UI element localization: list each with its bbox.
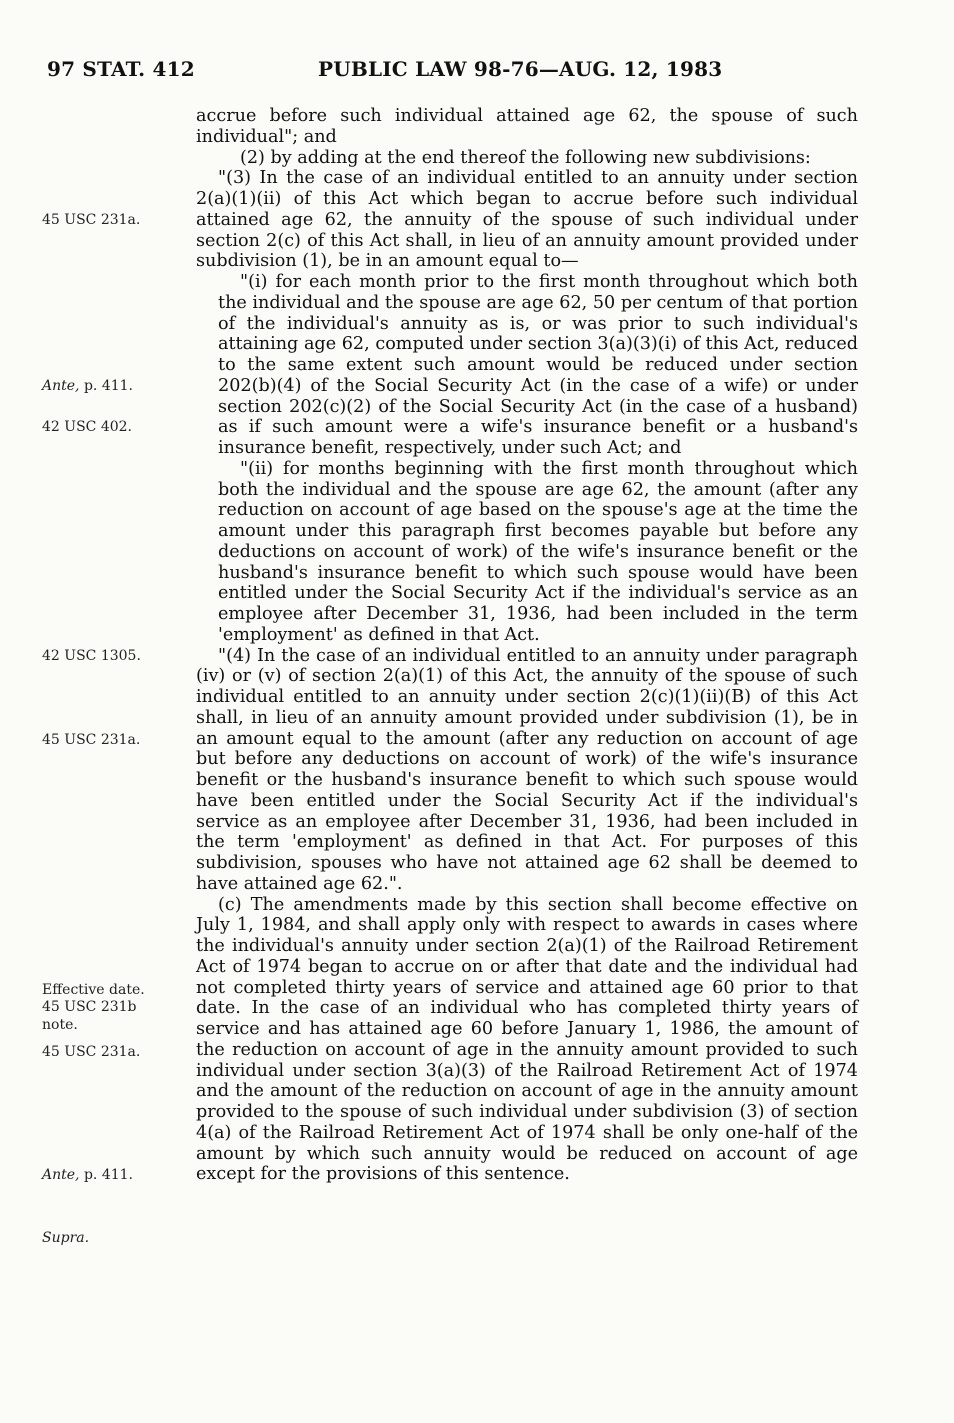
margin-note: 45 USC 231a.	[42, 1044, 141, 1060]
body-text	[196, 106, 858, 1185]
margin-note: 45 USC 231b note.	[42, 999, 137, 1033]
margin-note: Supra.	[42, 1230, 90, 1246]
paragraph: "(i) for each month prior to the first month throughout which both the individual and the spouse are age 62, 50 per centum of that portion of the individual's annuity as is, or was prior to such individual's attaining age 62, computed under section 3(a)(3)(i) of this Act, reduced to the same extent such amount would be reduced under section 202(b)(4) of the Social Security Act (in the case of a wife) or under section 202(c)(2) of the Social Security Act (in the case of a husband) as if such amount were a wife's insurance benefit or a husband's insurance benefit, respectively, under such Act; and	[218, 272, 858, 458]
margin-note: 42 USC 1305.	[42, 648, 141, 664]
paragraph: "(ii) for months beginning with the first month throughout which both the individual and the spouse are age 62, the amount (after any reduction on account of age based on the spouse's age at the time the amount under this paragraph first becomes payable but before any deductions on account of work) of the wife's insurance benefit or the husband's insurance benefit to which such spouse would have been entitled under the Social Security Act if the individual's service as an employee after December 31, 1936, had been included in the term 'employment' as defined in that Act.	[218, 458, 858, 645]
margin-note: Ante, p. 411.	[42, 378, 133, 394]
margin-note: 42 USC 402.	[42, 419, 132, 435]
paragraph: (2) by adding at the end thereof the following new subdivisions:	[240, 147, 811, 168]
stat-reference: 97 STAT. 412	[47, 57, 195, 81]
margin-note: 45 USC 231a.	[42, 732, 141, 748]
paragraph: accrue before such individual attained age 62, the spouse of such individual"; and	[196, 106, 858, 147]
paragraph: (c) The amendments made by this section shall become effective on July 1, 1984, and shall apply only with respect to awards in cases where the individual's annuity under section 2(a)(1) of the Railroad Retirement Act of 1974 began to accrue on or after that date and the individual had not completed thirty years of service and attained age 60 prior to that date. In the case of an individual who has completed thirty years of service and has attained age 60 before January 1, 1986, the amount of the reduction on account of age in the annuity amount provided to such individual under section 3(a)(3) of the Railroad Retirement Act of 1974 and the amount of the reduction on account of age in the annuity amount provided to the spouse of such individual under subdivision (3) of section 4(a) of the Railroad Retirement Act of 1974 shall be only one-half of the amount by which such annuity would be reduced on account of age except for the provisions of this sentence.	[196, 894, 858, 1185]
paragraph: "(3) In the case of an individual entitled to an annuity under section 2(a)(1)(ii) of this Act which began to accrue before such individual attained age 62, the annuity of the spouse of such individual under section 2(c) of this Act shall, in lieu of an annuity amount provided under subdivision (1), be in an amount equal to—	[196, 168, 858, 272]
margin-note: Ante, p. 411.	[42, 1167, 133, 1183]
margin-note: 45 USC 231a.	[42, 212, 141, 228]
margin-note: Effective date.	[42, 982, 145, 998]
paragraph: "(4) In the case of an individual entitled to an annuity under paragraph (iv) or (v) of section 2(a)(1) of this Act, the annuity of the spouse of such individual entitled to an annuity under section 2(c)(1)(ii)(B) of this Act shall, in lieu of an annuity amount provided under subdivision (1), be in an amount equal to the amount (after any reduction on account of age but before any deductions on account of work) of the wife's insurance benefit or the husband's insurance benefit to which such spouse would have been entitled under the Social Security Act if the individual's service as an employee after December 31, 1936, had been included in the term 'employment' as defined in that Act. For purposes of this subdivision, spouses who have not attained age 62 shall be deemed to have attained age 62.".	[196, 645, 858, 894]
page-title: PUBLIC LAW 98-76—AUG. 12, 1983	[318, 57, 723, 81]
